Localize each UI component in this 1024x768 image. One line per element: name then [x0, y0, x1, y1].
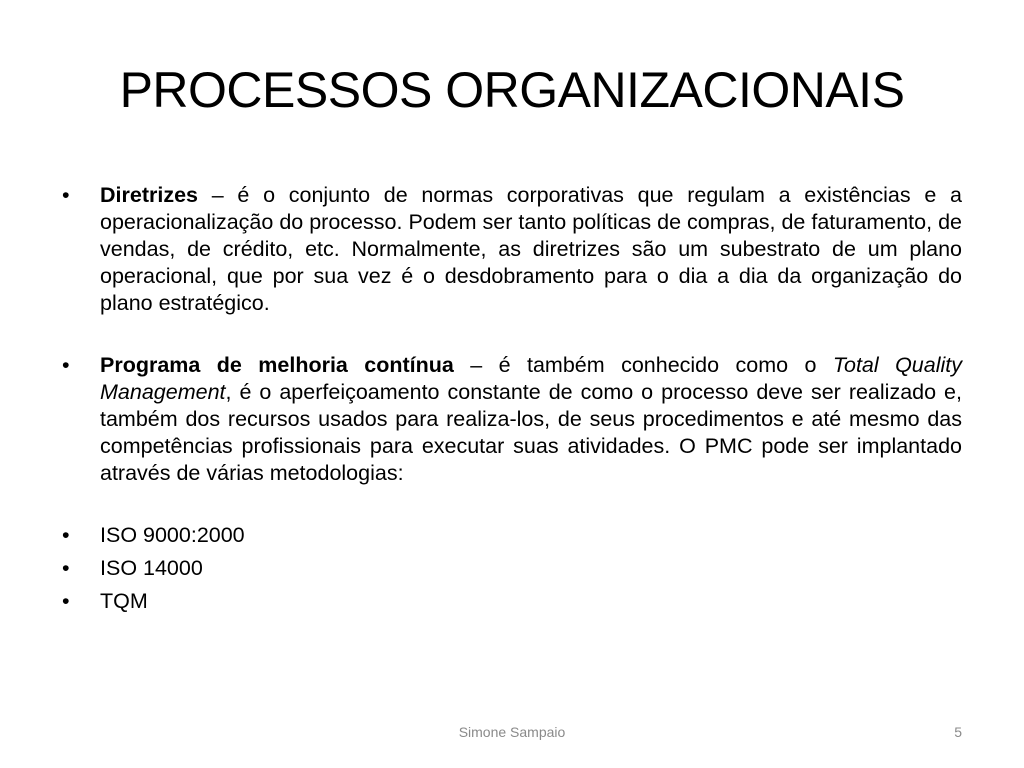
list-item [62, 588, 962, 615]
bullet-text-after: , é o aperfeiçoamento constante de como o processo deve ser realizado e, também dos recursos usados para realiza-los, de seus procedimentos e até mesmo das competências profissionais para executar suas atividades. O PMC pode ser implantado através de várias metodologias: [100, 380, 962, 485]
bullet-term: Programa de melhoria contínua [100, 353, 454, 377]
list-item-label: ISO 9000:2000 [100, 523, 245, 547]
bullet-marker: • [62, 556, 70, 580]
bullet-text: – é o conjunto de normas corporativas que regulam a existências e a operacionalização do processo. Podem ser tanto políticas de compras, de faturamento, de vendas, de crédito, etc. Normalmente, as diretrizes são um subestrato de um plano operacional, que por sua vez é o desdobramento para o dia a dia da organização do plano estratégico. [100, 183, 962, 315]
bullet-italic-term: Total Quality Management [100, 353, 962, 404]
bullet-marker: • [62, 589, 70, 613]
list-item-label: ISO 14000 [100, 556, 203, 580]
footer-page-number: 5 [954, 724, 962, 740]
footer-author: Simone Sampaio [458, 724, 566, 740]
list-item [62, 555, 962, 582]
bullet-text-before: – é também conhecido como o [453, 353, 833, 377]
bullet-marker: • [62, 353, 70, 377]
list-item [62, 522, 962, 549]
slide-body [62, 182, 962, 615]
list-item-label: TQM [100, 589, 148, 613]
bullet-term: Diretrizes [100, 183, 198, 207]
bullet-marker: • [62, 523, 70, 547]
bullet-diretrizes [62, 182, 962, 317]
bullet-programa-melhoria [62, 352, 962, 487]
slide-title: PROCESSOS ORGANIZACIONAIS [119, 62, 905, 118]
bullet-marker: • [62, 183, 70, 207]
